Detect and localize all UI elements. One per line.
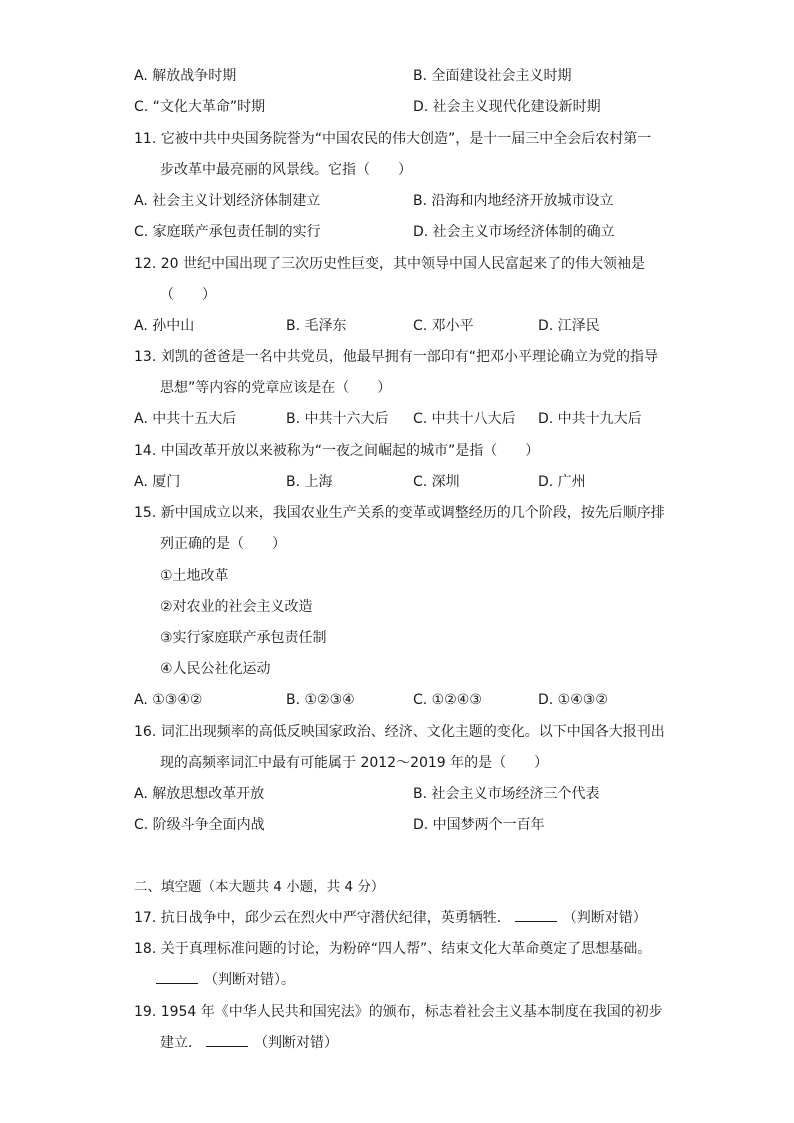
question-text-part: 17. 抗日战争中，邱少云在烈火中严守潜伏纪律，英勇牺牲． xyxy=(134,910,511,926)
q10-options-row-2 xyxy=(0,95,794,119)
q17-stem xyxy=(0,906,794,930)
question-text: 19. 1954 年《中华人民共和国宪法》的颁布，标志着社会主义基本制度在我国的初步 xyxy=(134,1004,663,1020)
q12-stem-line-1 xyxy=(0,252,794,276)
q11-stem-line-1 xyxy=(0,127,794,151)
option-b[interactable]: B. 全面建设社会主义时期 xyxy=(413,68,572,84)
q15-stem-line-1 xyxy=(0,501,794,525)
option-a[interactable]: A. 中共十五大后 xyxy=(134,411,237,427)
question-text: 16. 词汇出现频率的高低反映国家政治、经济、文化主题的变化。以下中国各大报刊出 xyxy=(134,724,665,740)
list-item: ①土地改革 xyxy=(160,568,229,584)
q11-stem-line-2 xyxy=(0,158,794,182)
section-heading xyxy=(0,875,794,899)
option-d[interactable]: D. 社会主义现代化建设新时期 xyxy=(413,99,601,115)
q12-stem-line-2 xyxy=(0,283,794,307)
option-c[interactable]: C. 家庭联产承包责任制的实行 xyxy=(134,224,321,240)
question-text: 思想”等内容的党章应该是在（ ） xyxy=(160,380,392,396)
question-text: 12. 20 世纪中国出现了三次历史性巨变，其中领导中国人民富起来了的伟大领袖是 xyxy=(134,256,645,272)
q12-options-row xyxy=(0,314,794,338)
option-a[interactable]: A. 社会主义计划经济体制建立 xyxy=(134,193,321,209)
option-b[interactable]: B. 社会主义市场经济三个代表 xyxy=(413,786,600,802)
question-text: 现的高频率词汇中最有可能属于 2012～2019 年的是（ ） xyxy=(160,755,549,771)
option-b[interactable]: B. 中共十六大后 xyxy=(286,411,389,427)
option-c[interactable]: C. 中共十八大后 xyxy=(413,411,516,427)
question-text: 13. 刘凯的爸爸是一名中共党员，他最早拥有一部印有“把邓小平理论确立为党的指导 xyxy=(134,349,658,365)
question-text: （ ） xyxy=(160,287,216,303)
answer-blank[interactable] xyxy=(156,969,198,984)
question-hint: （判断对错） xyxy=(254,1035,338,1051)
question-text-part: 建立． xyxy=(160,1035,202,1051)
q16-options-row-1 xyxy=(0,782,794,806)
q15-options-row xyxy=(0,688,794,712)
q14-stem-line-1 xyxy=(0,439,794,463)
q18-stem-line-2 xyxy=(0,968,794,992)
question-text: 15. 新中国成立以来，我国农业生产关系的变革或调整经历的几个阶段，按先后顺序排 xyxy=(134,505,665,521)
answer-blank[interactable] xyxy=(515,907,557,922)
section-title: 二、填空题（本大题共 4 小题，共 4 分） xyxy=(134,879,385,895)
q15-item xyxy=(0,626,794,650)
option-d[interactable]: D. 中共十九大后 xyxy=(538,411,642,427)
q15-item xyxy=(0,657,794,681)
question-text: 18. 关于真理标准问题的讨论，为粉碎“四人帮”、结束文化大革命奠定了思想基础。 xyxy=(134,941,652,957)
option-b[interactable]: B. 毛泽东 xyxy=(286,318,347,334)
option-d[interactable]: D. 中国梦两个一百年 xyxy=(413,817,545,833)
q19-stem-line-2 xyxy=(0,1031,794,1055)
question-text: 步改革中最亮丽的风景线。它指（ ） xyxy=(160,162,412,178)
q11-options-row-1 xyxy=(0,189,794,213)
list-item: ②对农业的社会主义改造 xyxy=(160,599,313,615)
q16-stem-line-2 xyxy=(0,751,794,775)
question-text: 14. 中国改革开放以来被称为“一夜之间崛起的城市”是指（ ） xyxy=(134,443,540,459)
question-hint: （判断对错）。 xyxy=(204,972,295,988)
question-text xyxy=(160,1031,338,1055)
option-b[interactable]: B. ①②③④ xyxy=(286,692,355,708)
option-b[interactable]: B. 沿海和内地经济开放城市设立 xyxy=(413,193,614,209)
q11-options-row-2 xyxy=(0,220,794,244)
question-text xyxy=(156,968,295,992)
q14-options-row xyxy=(0,470,794,494)
answer-blank[interactable] xyxy=(206,1032,248,1047)
option-c[interactable]: C. 邓小平 xyxy=(413,318,474,334)
option-b[interactable]: B. 上海 xyxy=(286,474,333,490)
option-c[interactable]: C. ①②④③ xyxy=(413,692,482,708)
q13-stem-line-1 xyxy=(0,345,794,369)
question-text: 列正确的是（ ） xyxy=(160,536,286,552)
question-text xyxy=(134,906,647,930)
q10-options-row-1 xyxy=(0,64,794,88)
option-c[interactable]: C. 深圳 xyxy=(413,474,460,490)
question-text: 11. 它被中共中央国务院誉为“中国农民的伟大创造”，是十一届三中全会后农村第一 xyxy=(134,131,652,147)
q15-item xyxy=(0,564,794,588)
option-a[interactable]: A. 厦门 xyxy=(134,474,181,490)
q15-stem-line-2 xyxy=(0,532,794,556)
q19-stem-line-1 xyxy=(0,1000,794,1024)
q18-stem-line-1 xyxy=(0,937,794,961)
option-d[interactable]: D. 江泽民 xyxy=(538,318,600,334)
option-a[interactable]: A. 解放思想改革开放 xyxy=(134,786,265,802)
list-item: ④人民公社化运动 xyxy=(160,661,271,677)
q15-item xyxy=(0,595,794,619)
option-a[interactable]: A. 解放战争时期 xyxy=(134,68,237,84)
list-item: ③实行家庭联产承包责任制 xyxy=(160,630,327,646)
option-d[interactable]: D. 广州 xyxy=(538,474,586,490)
option-d[interactable]: D. ①④③② xyxy=(538,692,608,708)
option-c[interactable]: C. “文化大革命”时期 xyxy=(134,99,266,115)
q13-stem-line-2 xyxy=(0,376,794,400)
question-hint: （判断对错） xyxy=(562,910,647,926)
q16-stem-line-1 xyxy=(0,720,794,744)
option-a[interactable]: A. 孙中山 xyxy=(134,318,195,334)
q13-options-row xyxy=(0,407,794,431)
option-d[interactable]: D. 社会主义市场经济体制的确立 xyxy=(413,224,615,240)
option-a[interactable]: A. ①③④② xyxy=(134,692,203,708)
q16-options-row-2 xyxy=(0,813,794,837)
option-c[interactable]: C. 阶级斗争全面内战 xyxy=(134,817,265,833)
